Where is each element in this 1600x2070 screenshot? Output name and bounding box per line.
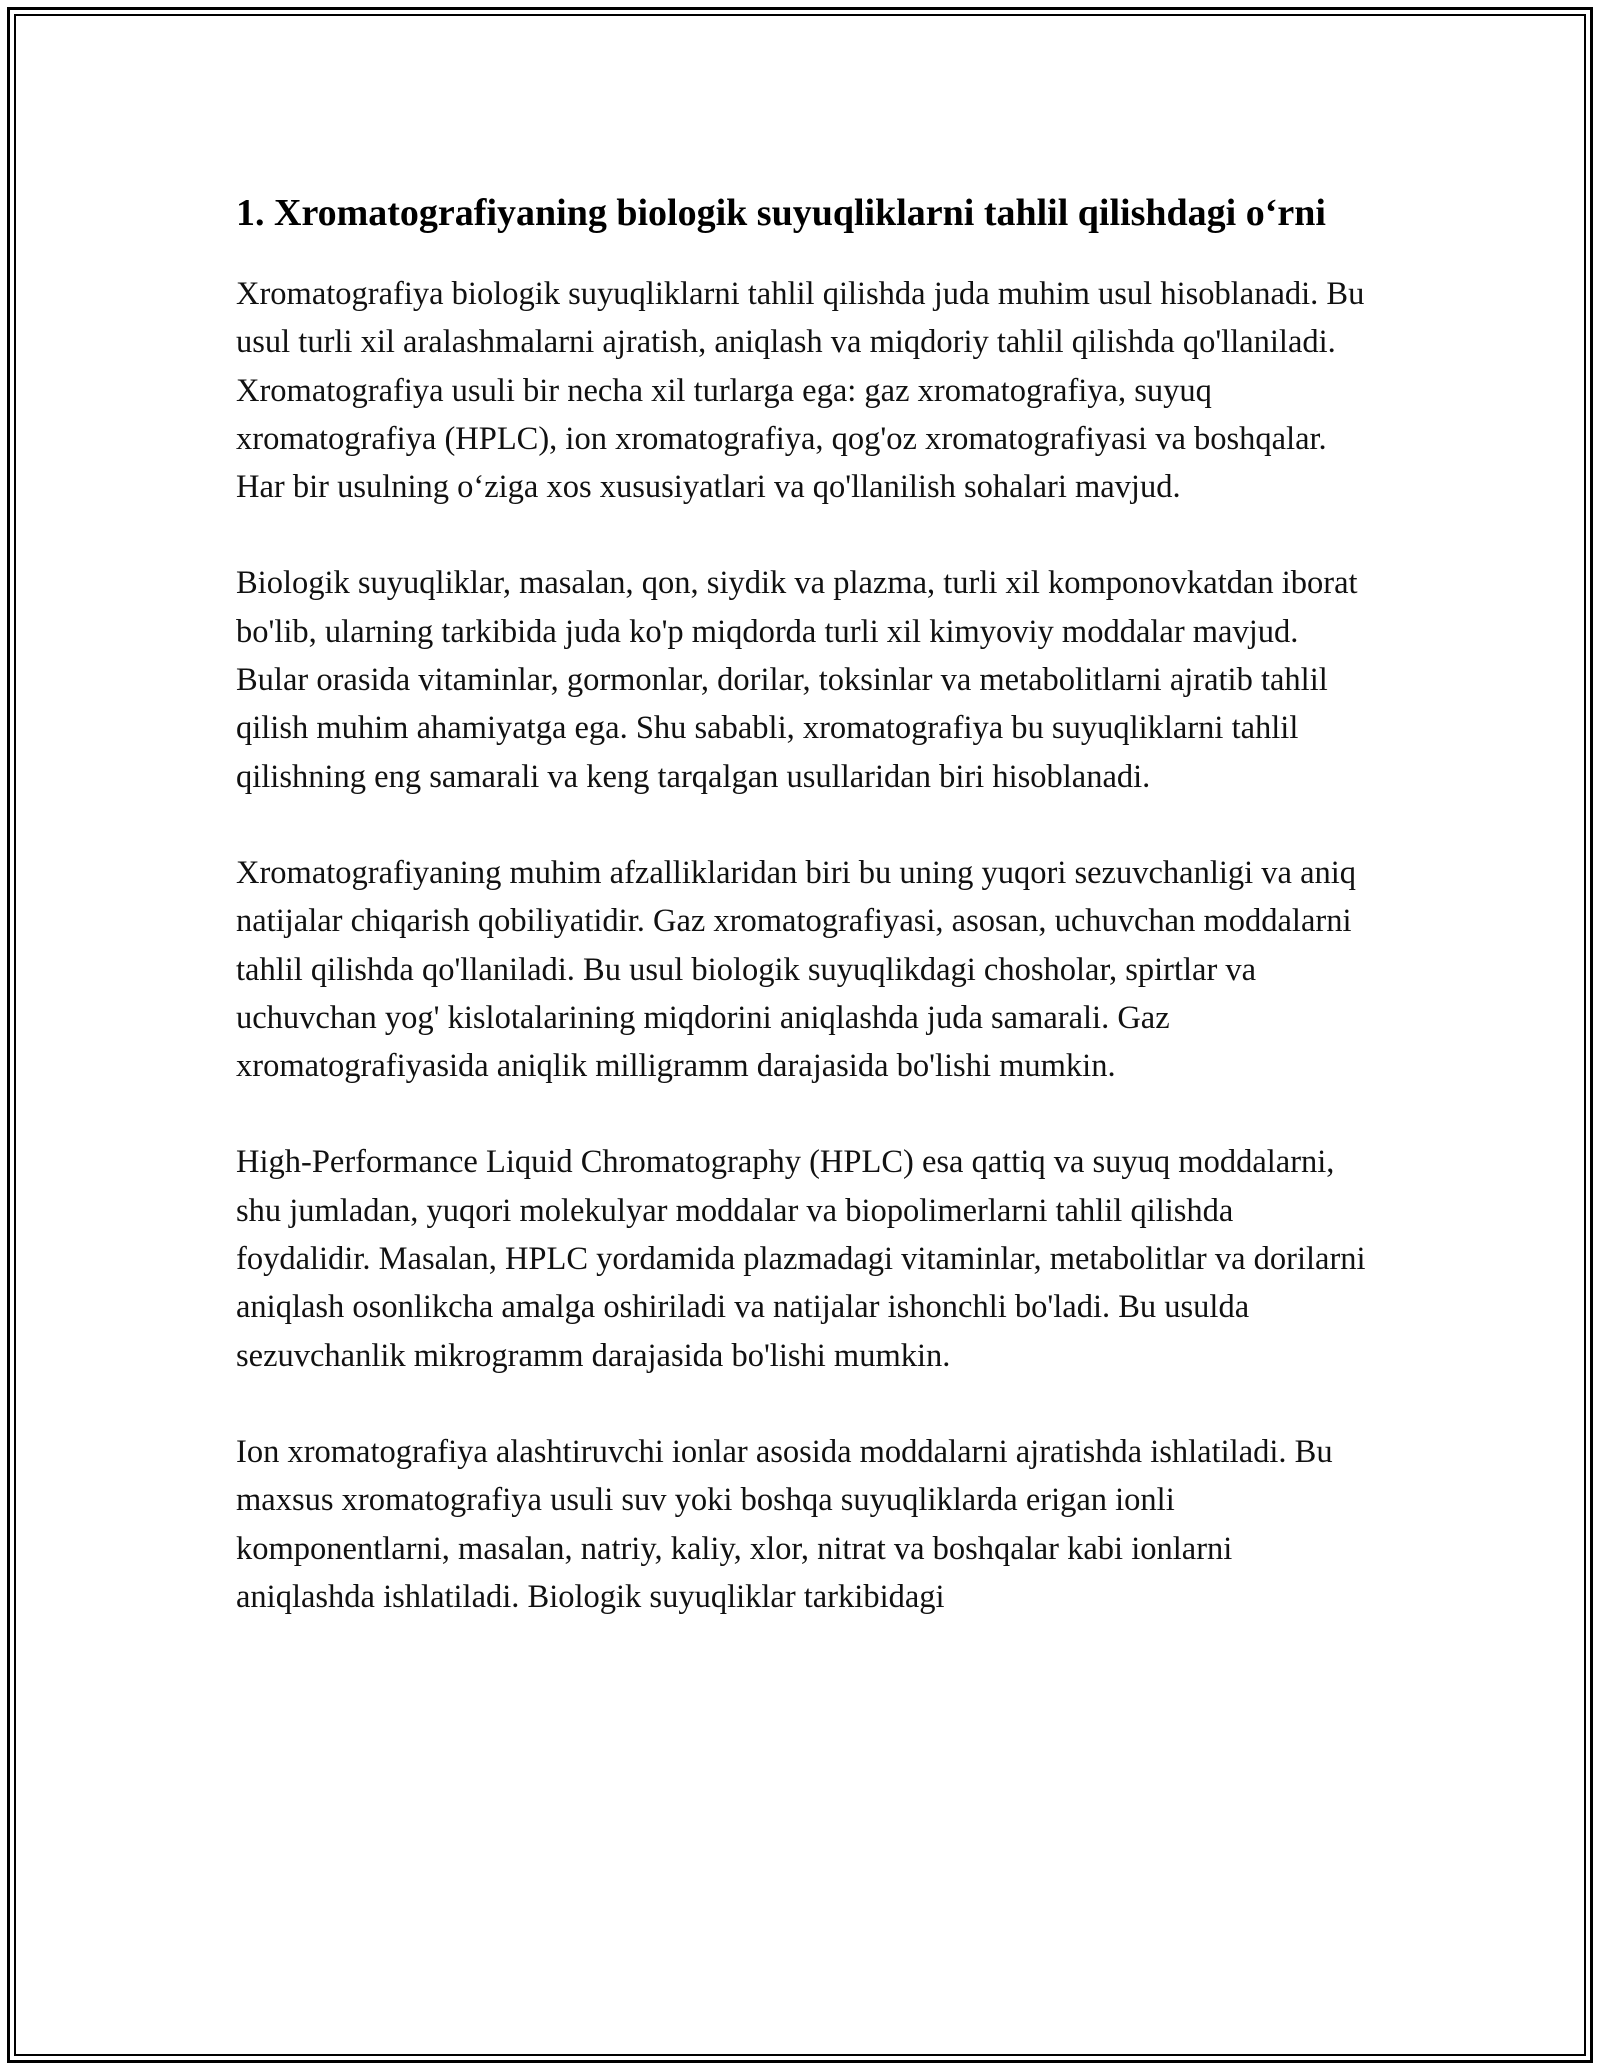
paragraph-1: Xromatografiya biologik suyuqliklarni tahlil qilishda juda muhim usul hisoblanadi. Bu usul turli xil aralashmalarni ajratish, aniqlash va miqdoriy tahlil qilishda qo'llaniladi. Xromatografiya usuli bir necha xil turlarga ega: gaz xromatografiya, suyuq xromatografiya (HPLC), ion xromatografiya, qog'oz xromatografiyasi va boshqalar. Har bir usulning o‘ziga xos xususiyatlari va qo'llanilish sohalari mavjud. xyxy=(236,276,1365,506)
document-body xyxy=(236,186,1366,1621)
section-heading: 1. Xromatografiyaning biologik suyuqliklarni tahlil qilishdagi o‘rni xyxy=(236,192,1326,234)
paragraph-3: Xromatografiyaning muhim afzalliklaridan biri bu uning yuqori sezuvchanligi va aniq natijalar chiqarish qobiliyatidir. Gaz xromatografiyasi, asosan, uchuvchan moddalarni tahlil qilishda qo'llaniladi. Bu usul biologik suyuqlikdagi chosholar, spirtlar va uchuvchan yog' kislotalarining miqdorini aniqlashda juda samarali. Gaz xromatografiyasida aniqlik milligramm darajasida bo'lishi mumkin. xyxy=(236,854,1357,1085)
paragraph-5: Ion xromatografiya alashtiruvchi ionlar asosida moddalarni ajratishda ishlatiladi. Bu maxsus xromatografiya usuli suv yoki boshqa suyuqliklarda erigan ionli komponentlarni, masalan, natriy, kaliy, xlor, nitrat va boshqalar kabi ionlarni aniqlashda ishlatiladi. Biologik suyuqliklar tarkibidagi xyxy=(236,1433,1333,1615)
paragraph-2: Biologik suyuqliklar, masalan, qon, siydik va plazma, turli xil komponovkatdan iborat bo'lib, ularning tarkibida juda ko'p miqdorda turli xil kimyoviy moddalar mavjud. Bular orasida vitaminlar, gormonlar, dorilar, toksinlar va metabolitlarni ajratib tahlil qilish muhim ahamiyatga ega. Shu sababli, xromatografiya bu suyuqliklarni tahlil qilishning eng samarali va keng tarqalgan usullaridan biri hisoblanadi. xyxy=(236,565,1358,795)
paragraph-4: High-Performance Liquid Chromatography (HPLC) esa qattiq va suyuq moddalarni, shu jumladan, yuqori molekulyar moddalar va biopolimerlarni tahlil qilishda foydalidir. Masalan, HPLC yordamida plazmadagi vitaminlar, metabolitlar va dorilarni aniqlash osonlikcha amalga oshiriladi va natijalar ishonchli bo'ladi. Bu usulda sezuvchanlik mikrogramm darajasida bo'lishi mumkin. xyxy=(236,1144,1366,1374)
